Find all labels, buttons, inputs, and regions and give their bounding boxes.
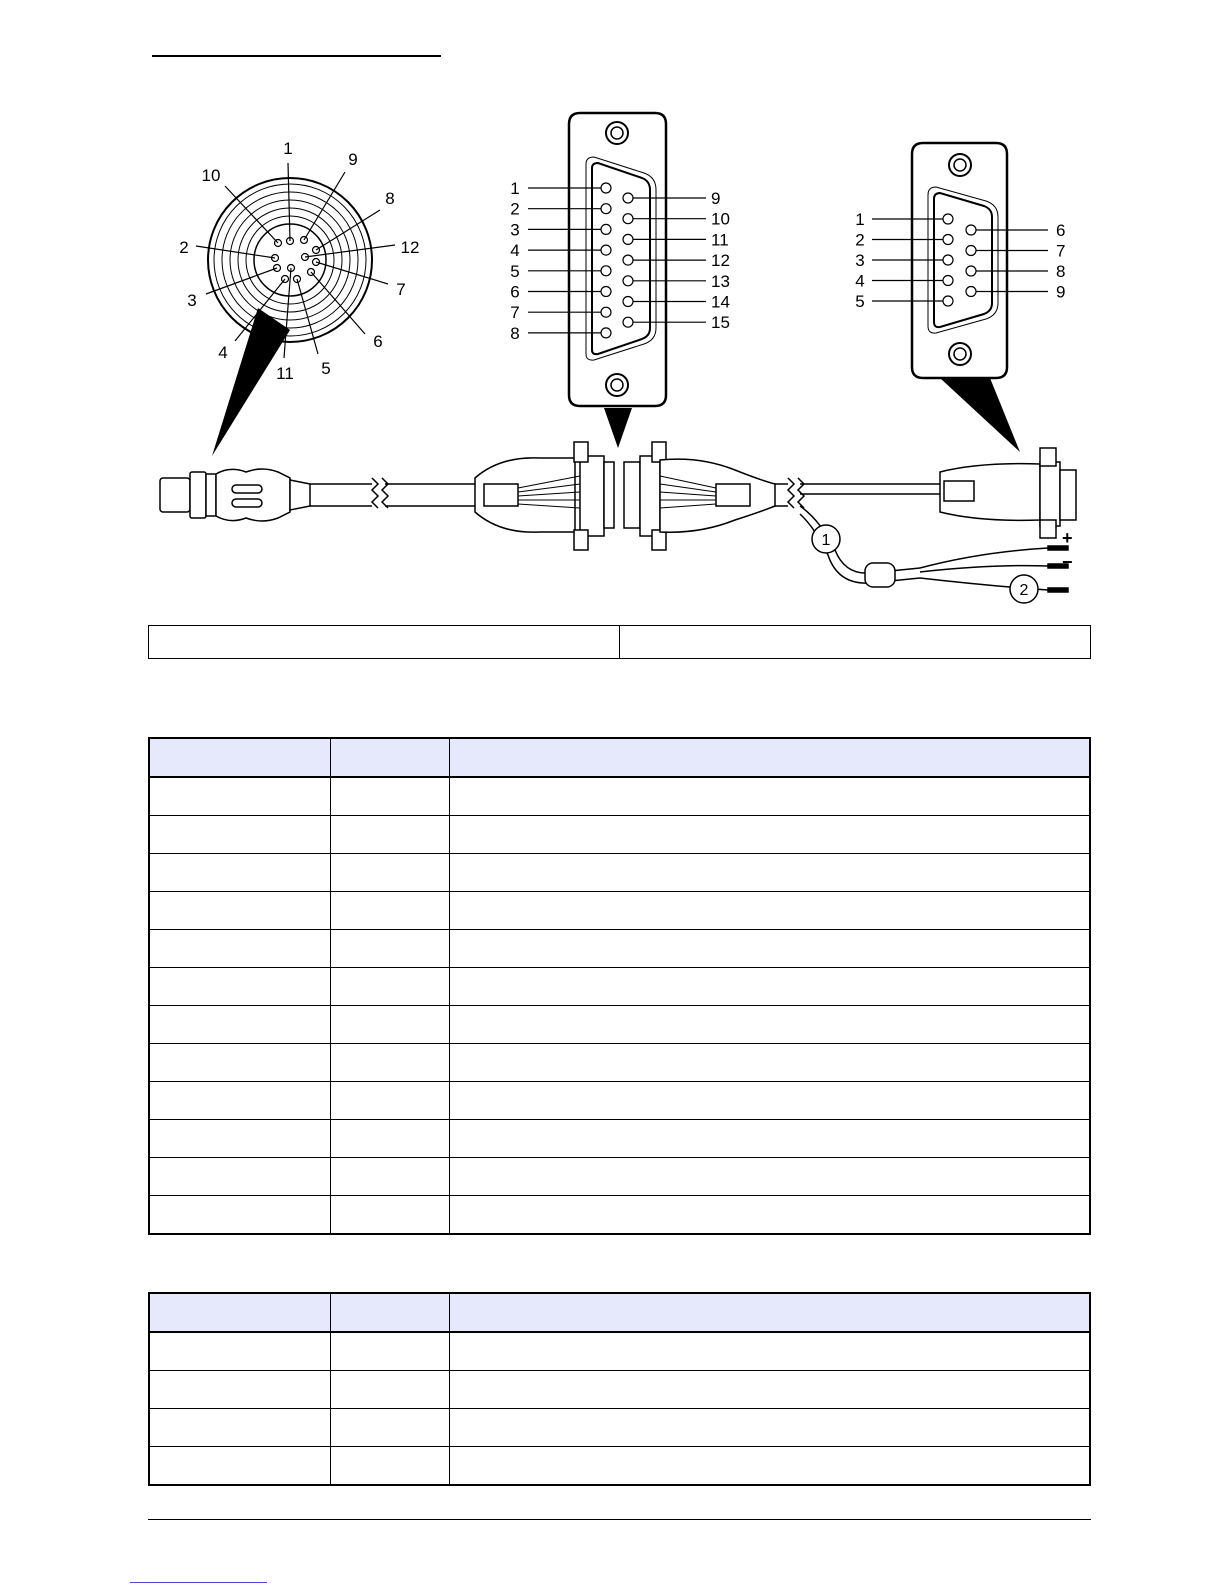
m12-pin-label: 5	[321, 359, 331, 378]
svg-text:1: 1	[821, 532, 831, 549]
table-cell	[449, 777, 1090, 816]
db9-pin-label: 8	[1056, 262, 1066, 281]
wiring-diagram	[0, 0, 1225, 620]
m12-pin-label: 11	[276, 364, 294, 383]
db9-pin	[943, 276, 953, 286]
table-cell	[149, 1120, 330, 1158]
pin-table-2	[148, 1292, 1091, 1486]
table-cell	[330, 968, 449, 1006]
table-row	[149, 777, 1090, 816]
table-cell	[330, 930, 449, 968]
table-header-row	[149, 738, 1090, 777]
db15-pin	[601, 328, 611, 338]
table-cell	[449, 1044, 1090, 1082]
db9-pin	[966, 225, 976, 235]
m12-pin-label: 9	[348, 150, 358, 169]
db15-pin	[623, 276, 633, 286]
db9-pin	[943, 296, 953, 306]
table-row	[149, 816, 1090, 854]
db15-pin-label: 8	[510, 323, 520, 343]
db15-pin-label: 12	[711, 251, 730, 271]
m12-leader	[297, 279, 318, 354]
db15-pin-label: 3	[510, 220, 520, 240]
db15-connector-face	[510, 113, 730, 448]
table-row	[149, 1158, 1090, 1196]
table-row	[149, 854, 1090, 892]
table-cell	[449, 968, 1090, 1006]
m12-pin-label: 1	[283, 139, 293, 158]
db15-pin-label: 13	[711, 271, 730, 291]
table-cell	[330, 1120, 449, 1158]
table-cell	[330, 1447, 449, 1486]
table-row	[149, 1196, 1090, 1235]
legend-table	[148, 625, 1091, 659]
table-cell	[449, 1371, 1090, 1409]
table-cell	[330, 1409, 449, 1447]
db15-pin	[623, 297, 633, 307]
m12-pin-label: 2	[179, 238, 189, 257]
table-cell	[330, 816, 449, 854]
table-row	[149, 1082, 1090, 1120]
db15-pin-label: 15	[711, 313, 730, 333]
table-row	[149, 1120, 1090, 1158]
table-cell	[149, 1332, 330, 1371]
table-cell	[330, 777, 449, 816]
db15-pin-label: 10	[711, 209, 730, 229]
callout-2	[1010, 575, 1038, 603]
table-cell	[330, 1332, 449, 1371]
table-cell	[149, 1196, 330, 1235]
table-cell	[149, 1082, 330, 1120]
db9-pointer	[940, 378, 1020, 452]
table-header-row	[149, 1293, 1090, 1332]
table-cell	[149, 1044, 330, 1082]
db9-connector-face	[855, 143, 1065, 452]
db15-pin	[601, 224, 611, 234]
table-cell	[449, 892, 1090, 930]
cable-assembly	[160, 442, 1076, 592]
table-cell	[449, 854, 1090, 892]
db9-pin	[943, 214, 953, 224]
db9-pin	[966, 287, 976, 297]
power-plus-label: +	[1062, 528, 1073, 548]
table-cell	[449, 1158, 1090, 1196]
table-cell	[149, 930, 330, 968]
table-row	[149, 1332, 1090, 1371]
table-cell	[149, 777, 330, 816]
table-cell	[449, 1447, 1090, 1486]
db15-pin-label: 6	[510, 282, 520, 302]
db15-pin-label: 5	[510, 261, 520, 281]
power-minus-label: −	[1062, 552, 1073, 572]
legend-cell-right	[619, 626, 1090, 658]
table-cell	[149, 816, 330, 854]
m12-leader	[304, 172, 345, 240]
table-cell	[330, 854, 449, 892]
table-cell	[149, 1371, 330, 1409]
table-cell	[449, 1332, 1090, 1371]
table-cell	[330, 1371, 449, 1409]
db9-pin	[943, 235, 953, 245]
db15-pin-label: 1	[510, 179, 520, 198]
db15-pin	[623, 255, 633, 265]
db9-pin	[966, 246, 976, 256]
db15-pin	[601, 204, 611, 214]
callout-1	[812, 525, 840, 553]
table-cell	[449, 1006, 1090, 1044]
db15-pin	[623, 317, 633, 327]
db9-pin-label: 3	[855, 251, 865, 270]
table-cell	[149, 854, 330, 892]
legend-cell-left	[149, 626, 619, 658]
db15-pin	[601, 307, 611, 317]
table-row	[149, 968, 1090, 1006]
m12-pin-label: 10	[201, 166, 221, 185]
db15-pin	[601, 287, 611, 297]
db15-pin	[601, 245, 611, 255]
m12-leader	[316, 262, 388, 284]
db15-pin-label: 11	[711, 230, 729, 250]
db15-pointer	[604, 408, 632, 448]
db9-pin-label: 1	[855, 210, 865, 229]
m12-pin-label: 8	[385, 189, 395, 208]
db15-pin-label: 9	[711, 189, 721, 208]
table-cell	[449, 1120, 1090, 1158]
m12-pin-label: 3	[187, 291, 197, 310]
table-row	[149, 1447, 1090, 1486]
db9-pin	[943, 255, 953, 265]
db15-pin	[623, 193, 633, 203]
table-cell	[149, 1006, 330, 1044]
db9-pin-label: 7	[1056, 241, 1066, 261]
table-cell	[330, 1006, 449, 1044]
table-row	[149, 930, 1090, 968]
table-cell	[330, 1196, 449, 1235]
m12-leader	[288, 163, 290, 241]
table-cell	[149, 1447, 330, 1486]
db9-pin-label: 6	[1056, 221, 1066, 240]
table-row	[149, 1409, 1090, 1447]
m12-pin-label: 12	[400, 238, 420, 257]
db15-pin	[623, 234, 633, 244]
db15-pin	[601, 266, 611, 276]
table-cell	[330, 1044, 449, 1082]
table-row	[149, 892, 1090, 930]
table-row	[149, 1006, 1090, 1044]
table-cell	[149, 1409, 330, 1447]
table-cell	[449, 1196, 1090, 1235]
db9-pin-label: 4	[855, 271, 865, 291]
table-cell	[330, 1158, 449, 1196]
db9-pin-label: 2	[855, 230, 865, 250]
pin-table-1	[148, 737, 1091, 1235]
db15-pin-label: 2	[510, 199, 520, 219]
db9-pin-label: 5	[855, 292, 865, 311]
table-cell	[330, 892, 449, 930]
table-cell	[449, 1409, 1090, 1447]
table-cell	[449, 1082, 1090, 1120]
table-cell	[330, 1082, 449, 1120]
table-cell	[149, 968, 330, 1006]
db15-pin-label: 14	[711, 292, 730, 312]
footer-rule	[148, 1519, 1091, 1520]
svg-text:2: 2	[1019, 582, 1029, 599]
db15-pin	[601, 183, 611, 193]
footer-link-underline	[130, 1582, 267, 1583]
db15-pin-label: 7	[510, 303, 520, 323]
db15-pin	[623, 214, 633, 224]
table-cell	[449, 930, 1090, 968]
table-cell	[449, 816, 1090, 854]
db15-pin-label: 4	[510, 241, 520, 261]
m12-pin-label: 7	[396, 280, 406, 299]
m12-pin-label: 4	[218, 343, 228, 362]
table-cell	[149, 1158, 330, 1196]
m12-connector-face	[179, 139, 419, 456]
m12-pin-label: 6	[373, 332, 383, 351]
table-row	[149, 1371, 1090, 1409]
table-row	[149, 1044, 1090, 1082]
db9-pin-label: 9	[1056, 282, 1066, 302]
db9-pin	[966, 266, 976, 276]
table-cell	[149, 892, 330, 930]
